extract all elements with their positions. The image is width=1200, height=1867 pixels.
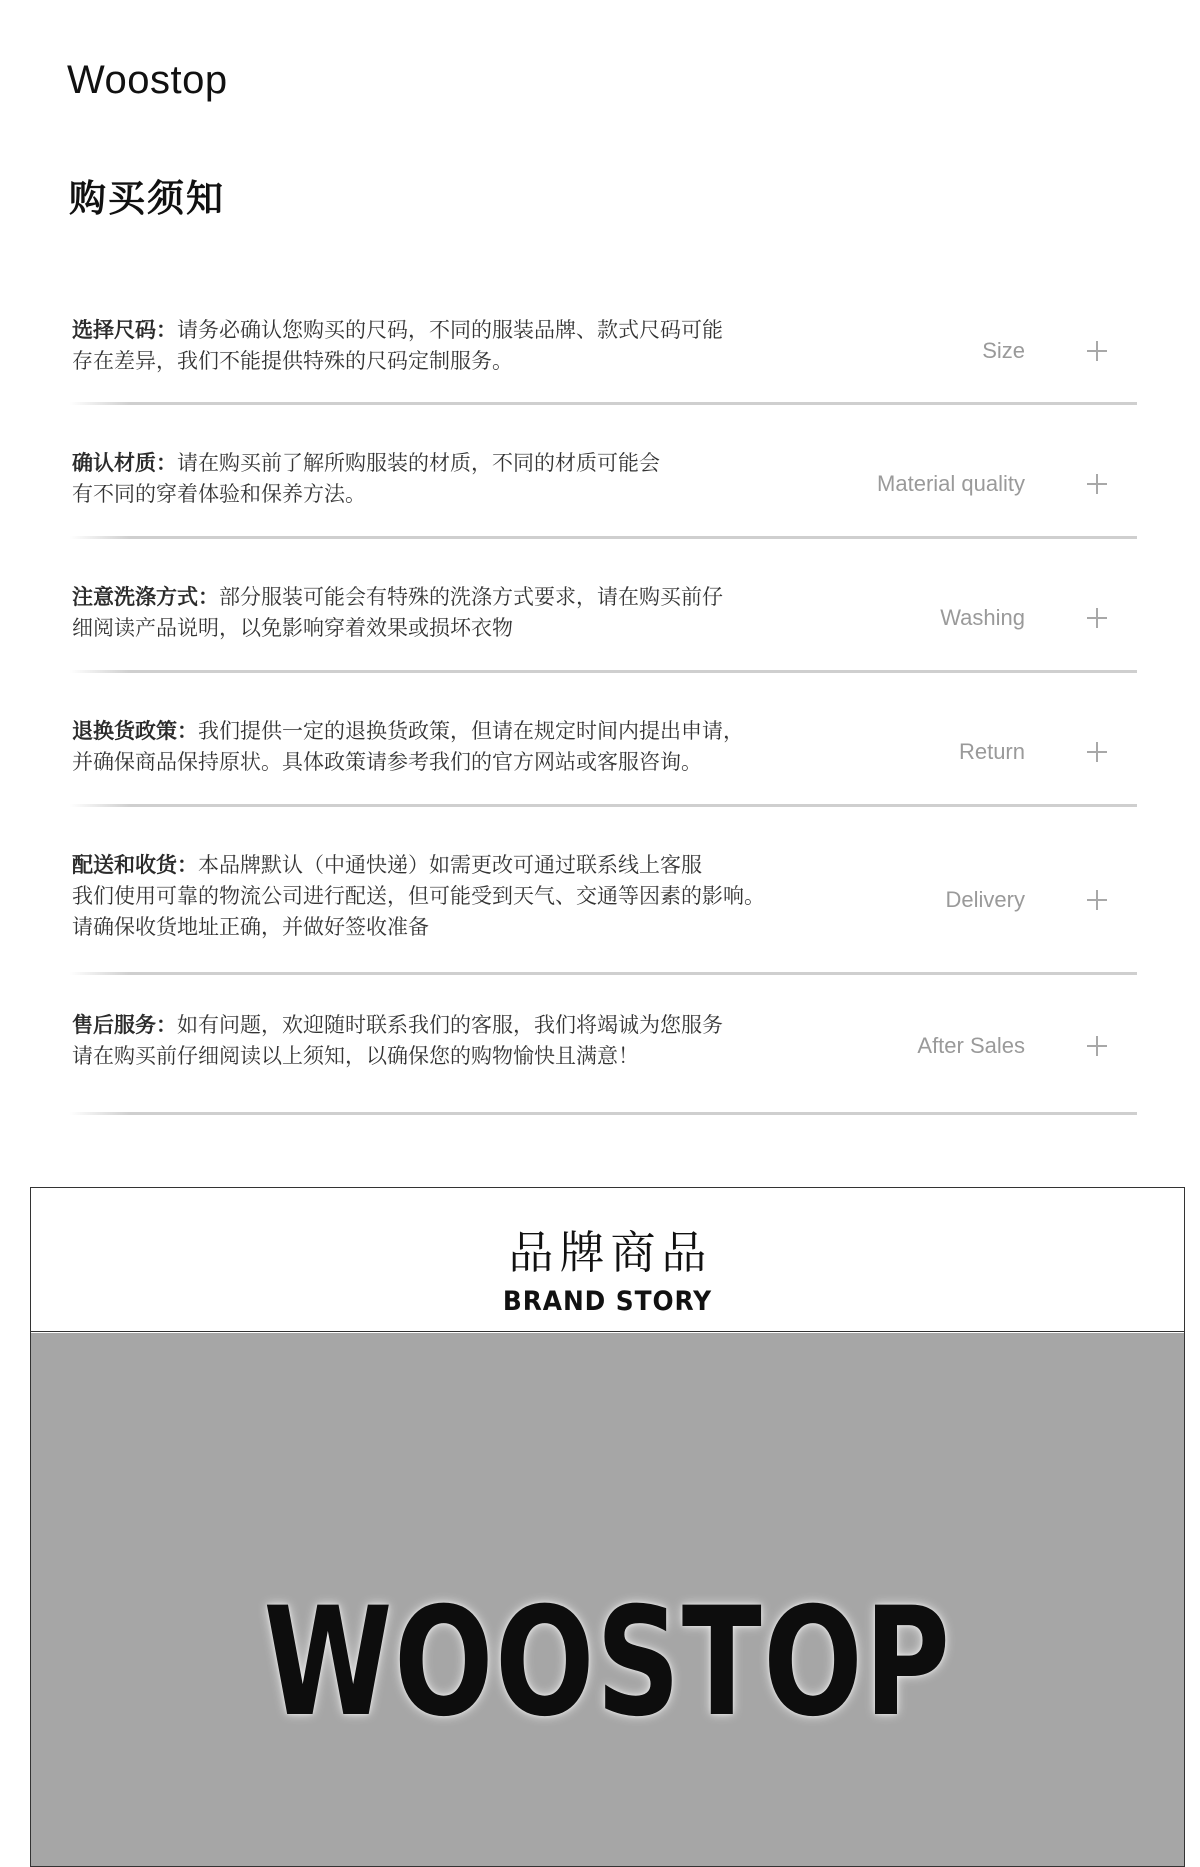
plus-icon[interactable] xyxy=(1087,341,1107,361)
brand-section-header xyxy=(31,1188,1184,1332)
notice-label: 选择尺码： xyxy=(72,318,177,342)
notice-text xyxy=(72,716,832,778)
plus-icon[interactable] xyxy=(1087,742,1107,762)
notice-en-label: Size xyxy=(982,338,1025,363)
notice-line: 请确保收货地址正确，并做好签收准备 xyxy=(72,915,429,939)
notice-line: 请在购买前了解所购服装的材质，不同的材质可能会 xyxy=(177,451,660,475)
notice-text xyxy=(72,850,832,943)
brand-logo: Woostop xyxy=(67,58,228,102)
plus-icon[interactable] xyxy=(1087,474,1107,494)
notice-line: 请务必确认您购买的尺码，不同的服装品牌、款式尺码可能 xyxy=(177,318,723,342)
notice-line: 如有问题，欢迎随时联系我们的客服，我们将竭诚为您服务 xyxy=(177,1013,723,1037)
notice-item-washing[interactable] xyxy=(70,539,1137,673)
notice-label: 售后服务： xyxy=(72,1013,177,1037)
notice-en-label: Washing xyxy=(940,605,1025,630)
notice-item-return[interactable] xyxy=(70,673,1137,807)
page-title: 购买须知 xyxy=(69,177,225,220)
notice-line: 细阅读产品说明，以免影响穿着效果或损坏衣物 xyxy=(72,616,513,640)
notice-text xyxy=(72,1010,832,1072)
notice-item-delivery[interactable] xyxy=(70,807,1137,975)
notice-line: 存在差异，我们不能提供特殊的尺码定制服务。 xyxy=(72,349,513,373)
notice-item-size[interactable] xyxy=(70,272,1137,405)
notice-text xyxy=(72,315,832,377)
notice-line: 有不同的穿着体验和保养方法。 xyxy=(72,482,366,506)
notice-label: 配送和收货： xyxy=(72,853,198,877)
brand-section xyxy=(30,1187,1185,1867)
notice-text xyxy=(72,582,832,644)
brand-banner xyxy=(31,1333,1184,1867)
brand-section-subtitle: BRAND STORY xyxy=(502,1286,713,1317)
notice-en-label: Delivery xyxy=(945,887,1025,912)
notice-en-label: After Sales xyxy=(917,1033,1025,1058)
notice-line: 请在购买前仔细阅读以上须知，以确保您的购物愉快且满意！ xyxy=(72,1044,639,1068)
notice-line: 并确保商品保持原状。具体政策请参考我们的官方网站或客服咨询。 xyxy=(72,750,702,774)
notice-line: 我们提供一定的退换货政策，但请在规定时间内提出申请， xyxy=(198,719,744,743)
notice-label: 确认材质： xyxy=(72,451,177,475)
notice-en-label: Material quality xyxy=(877,471,1025,496)
plus-icon[interactable] xyxy=(1087,1036,1107,1056)
brand-banner-wordmark: WOOSTOP xyxy=(263,1576,952,1750)
notice-text xyxy=(72,448,832,510)
plus-icon[interactable] xyxy=(1087,608,1107,628)
notice-label: 退换货政策： xyxy=(72,719,198,743)
notice-label: 注意洗涤方式： xyxy=(72,585,219,609)
notice-item-after-sales[interactable] xyxy=(70,975,1137,1115)
brand-section-title: 品牌商品 xyxy=(508,1226,713,1279)
notice-line: 我们使用可靠的物流公司进行配送，但可能受到天气、交通等因素的影响。 xyxy=(72,884,765,908)
plus-icon[interactable] xyxy=(1087,890,1107,910)
notice-list xyxy=(70,272,1137,1115)
notice-item-material[interactable] xyxy=(70,405,1137,539)
notice-line: 部分服装可能会有特殊的洗涤方式要求，请在购买前仔 xyxy=(219,585,723,609)
notice-line: 本品牌默认（中通快递）如需更改可通过联系线上客服 xyxy=(198,853,702,877)
notice-en-label: Return xyxy=(958,739,1025,764)
